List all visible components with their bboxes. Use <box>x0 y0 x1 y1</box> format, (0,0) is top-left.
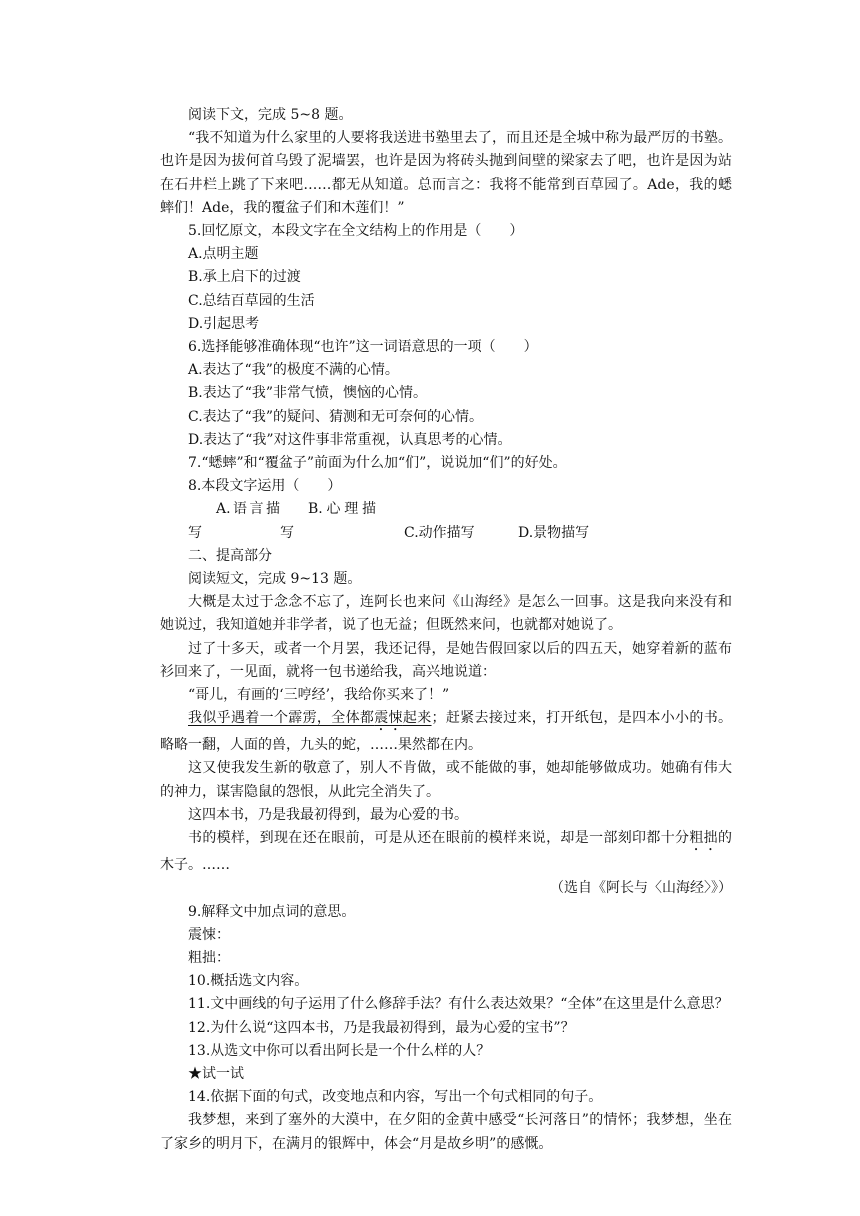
q5-option-a: A.点明主题 <box>188 246 259 263</box>
q14-example: 我梦想，来到了塞外的大漠中，在夕阳的金黄中感受“长河落日”的情怀；我梦想，坐在了家乡的明月下，在满月的银辉中，体会“月是故乡明”的感慨。 <box>160 1112 732 1152</box>
question-11: 11.文中画线的句子运用了什么修辞手法？有什么表达效果？“全体”在这里是什么意思？ <box>188 996 729 1013</box>
q8-option-c: C.动作描写 <box>404 524 475 541</box>
q8-option-a: A.语言描写 <box>188 501 280 541</box>
q6-option-a: A.表达了“我”的极度不满的心情。 <box>188 362 399 379</box>
q5-option-b: B.承上启下的过渡 <box>188 269 301 286</box>
question-6: 6.选择能够准确体现“也许”这一词语意思的一项（ ） <box>188 339 538 356</box>
q9-answer-cuzhuo: 粗拙： <box>188 949 230 966</box>
passage2-paragraph-3: “哥儿，有画的‘三哼经’，我给你买来了！” <box>188 687 450 704</box>
underlined-part-b: 起来 <box>402 710 432 727</box>
passage2-paragraph-2: 过了十多天，或者一个月罢，我还记得，是她告假回家以后的四五天，她穿着新的蓝布衫回来了，一见面，就将一包书递给我，高兴地说道： <box>160 640 732 680</box>
question-5: 5.回忆原文，本段文字在全文结构上的作用是（ ） <box>188 223 524 240</box>
paragraph-7-part-a: 书的模样，到现在还在眼前，可是从还在眼前的模样来说，却是一部刻印都十分 <box>188 830 690 847</box>
passage2-source: （选自《阿长与〈山海经〉》） <box>550 880 732 897</box>
dotted-word-cuzhuo: 粗拙 <box>689 830 719 847</box>
question-8: 8.本段文字运用（ ） <box>188 478 342 495</box>
try-heading: ★试一试 <box>188 1065 244 1082</box>
underlined-part-a: 我似乎遇着一个霹雳，全体都 <box>188 710 375 727</box>
q6-option-c: C.表达了“我”的疑问、猜测和无可奈何的心情。 <box>188 408 483 425</box>
passage2-paragraph-1: 大概是太过于念念不忘了，连阿长也来问《山海经》是怎么一回事。这是我向来没有和她说过，我知道她并非学者，说了也无益；但既然来问，也就都对她说了。 <box>160 594 732 634</box>
q9-answer-zhensong: 震悚： <box>188 926 230 943</box>
question-10: 10.概括选文内容。 <box>188 973 309 990</box>
section2-instruction: 阅读短文，完成 9~13 题。 <box>188 571 362 588</box>
question-9: 9.解释文中加点词的意思。 <box>188 903 356 920</box>
question-7: 7.“蟋蟀”和“覆盆子”前面为什么加“们”，说说加“们”的好处。 <box>188 455 567 472</box>
document-content <box>160 104 732 1156</box>
paragraph-7-part-b: 的木子。…… <box>160 830 733 874</box>
paragraph-4-rest: ；赶紧去接过来，打开纸包，是四本小小的书。略略一翻，人面的兽，九头的蛇，……果然都在内。 <box>160 710 733 754</box>
section1-instruction: 阅读下文，完成 5~8 题。 <box>188 107 353 123</box>
dotted-word-zhensong: 震悚 <box>374 710 403 727</box>
passage2-paragraph-6: 这四本书，乃是我最初得到，最为心爱的书。 <box>188 806 468 823</box>
passage2-paragraph-4 <box>160 707 732 757</box>
q6-option-b: B.表达了“我”非常气愤，懊恼的心情。 <box>188 385 428 402</box>
q6-option-d: D.表达了“我”对这件事非常重视，认真思考的心情。 <box>188 431 512 448</box>
question-12: 12.为什么说“这四本书，乃是我最初得到，最为心爱的宝书”？ <box>188 1019 575 1036</box>
passage2-paragraph-5: 这又使我发生新的敬意了，别人不肯做，或不能做的事，她却能够做成功。她确有伟大的神力，谋害隐鼠的怨恨，从此完全消失了。 <box>160 760 732 800</box>
question-14: 14.依据下面的句式，改变地点和内容，写出一个句式相同的句子。 <box>188 1089 603 1106</box>
q8-option-d: D.景物描写 <box>518 524 590 541</box>
q5-option-d: D.引起思考 <box>188 315 260 332</box>
section1-passage: “我不知道为什么家里的人要将我送进书塾里去了，而且还是全城中称为最严厉的书塾。也许是因为拔何首乌毁了泥墙罢，也许是因为将砖头抛到间壁的梁家去了吧，也许是因为站在石井栏上跳了下来吧……都无从知道。总而言之：我将不能常到百草园了。Ade，我的蟋蟀们！Ade，我的覆盆子们和木莲们！” <box>160 130 732 216</box>
q8-option-b: B.心理描写 <box>280 501 376 541</box>
q5-option-c: C.总结百草园的生活 <box>188 292 315 309</box>
question-13: 13.从选文中你可以看出阿长是一个什么样的人？ <box>188 1042 491 1059</box>
section2-heading: 二、提高部分 <box>188 547 272 564</box>
q8-options <box>160 498 732 544</box>
passage2-paragraph-7 <box>160 827 732 877</box>
underlined-sentence <box>188 710 432 726</box>
